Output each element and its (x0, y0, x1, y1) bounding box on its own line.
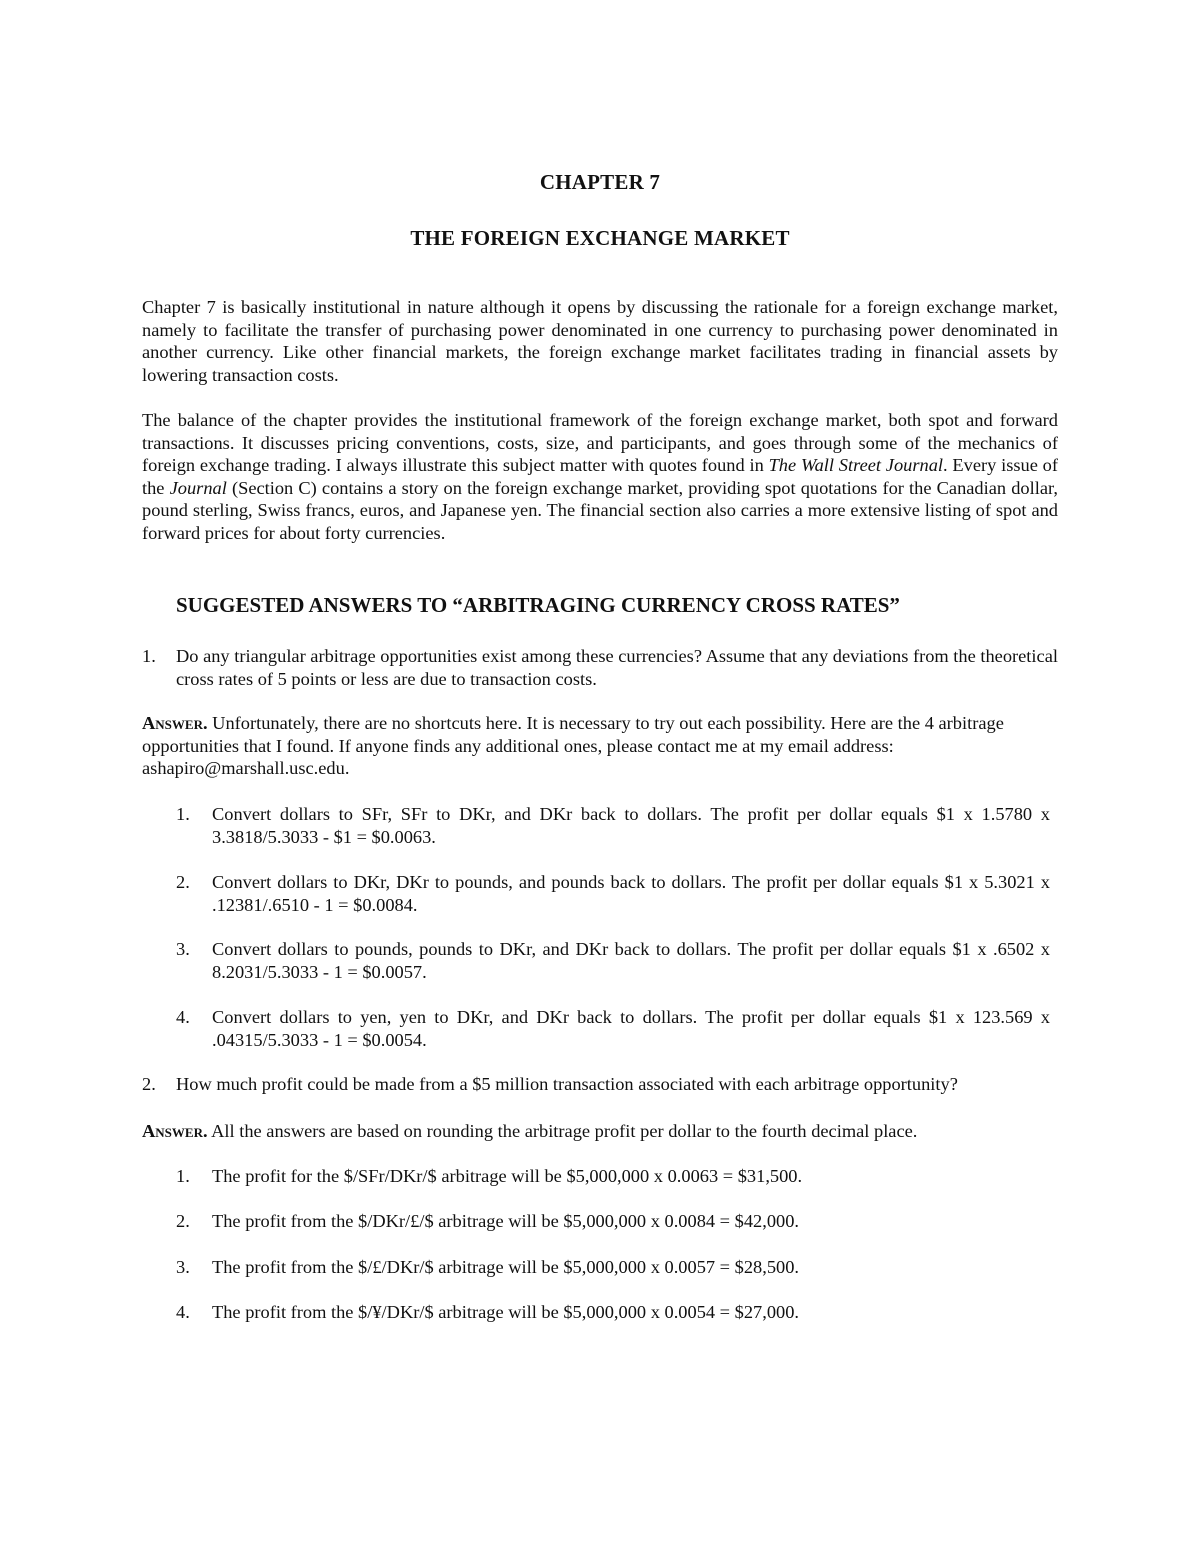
wsj-title: The Wall Street Journal (768, 455, 943, 476)
list-item-text: Convert dollars to SFr, SFr to DKr, and DKr back to dollars. The profit per dollar equals $1 x 1.5780 x 3.3818/5.3033 - $1 = $0.0063. (212, 804, 1050, 847)
list-item (176, 1210, 1050, 1233)
list-item-text: The profit from the $/£/DKr/$ arbitrage will be $5,000,000 x 0.0057 = $28,500. (212, 1257, 800, 1277)
question-text: How much profit could be made from a $5 million transaction associated with each arbitrage opportunity? (176, 1074, 958, 1094)
list-item (176, 871, 1050, 916)
question-2 (142, 1073, 1058, 1096)
intro-paragraph-2-text-b: . Every issue of the (142, 455, 1058, 498)
question-number: 2. (142, 1074, 156, 1094)
intro-paragraph-2-text-c: (Section C) contains a story on the foreign exchange market, providing spot quotations for the Canadian dollar, pound sterling, Swiss francs, euros, and Japanese yen. The financial section also carries a more extensive listing of spot and forward prices for about forty currencies. (142, 477, 1058, 543)
question-1 (142, 645, 1058, 690)
list-item-text: Convert dollars to yen, yen to DKr, and DKr back to dollars. The profit per dollar equals $1 x 123.569 x .04315/5.3033 - 1 = $0.0054. (212, 1007, 1050, 1050)
list-item (176, 1301, 1050, 1324)
answer-text: All the answers are based on rounding the arbitrage profit per dollar to the fourth decimal place. (207, 1121, 918, 1141)
list-item-text: Convert dollars to DKr, DKr to pounds, and pounds back to dollars. The profit per dollar equals $1 x 5.3021 x .12381/.6510 - 1 = $0.0084. (212, 872, 1050, 915)
list-item-number: 3. (176, 939, 190, 959)
list-item-number: 4. (176, 1302, 190, 1322)
list-item-text: The profit from the $/¥/DKr/$ arbitrage will be $5,000,000 x 0.0054 = $27,000. (212, 1302, 800, 1322)
question-text: Do any triangular arbitrage opportunities exist among these currencies? Assume that any deviations from the theoretical cross rates of 5 points or less are due to transaction costs. (176, 646, 1058, 689)
list-item-text: Convert dollars to pounds, pounds to DKr, and DKr back to dollars. The profit per dollar equals $1 x .6502 x 8.2031/5.3033 - 1 = $0.0057. (212, 939, 1050, 982)
list-item-number: 3. (176, 1257, 190, 1277)
list-item-number: 4. (176, 1007, 190, 1027)
answer-label: Answer. (142, 1121, 208, 1141)
list-item-text: The profit from the $/DKr/£/$ arbitrage will be $5,000,000 x 0.0084 = $42,000. (212, 1211, 800, 1231)
journal-title: Journal (169, 477, 227, 498)
intro-paragraph-1: Chapter 7 is basically institutional in nature although it opens by discussing the rationale for a foreign exchange market, namely to facilitate the transfer of purchasing power denominated in one currency to purchasing power denominated in another currency. Like other financial markets, the foreign exchange market facilitates trading in financial assets by lowering transaction costs. (142, 297, 1058, 385)
answer-text: Unfortunately, there are no shortcuts here. It is necessary to try out each possibility. Here are the 4 arbitrage opportunities that I found. If anyone finds any additional ones, please contact me at my email address: ashapiro@marshall.usc.edu. (142, 713, 1004, 779)
intro-paragraph-2 (142, 409, 1058, 545)
answer-1 (142, 712, 1058, 780)
list-item (176, 803, 1050, 848)
chapter-title: THE FOREIGN EXCHANGE MARKET (410, 226, 790, 250)
chapter-number: CHAPTER 7 (539, 170, 661, 194)
list-item-number: 1. (176, 1166, 190, 1186)
list-item-number: 2. (176, 1211, 190, 1231)
list-item-text: The profit for the $/SFr/DKr/$ arbitrage will be $5,000,000 x 0.0063 = $31,500. (212, 1166, 803, 1186)
question-number: 1. (142, 646, 156, 666)
list-item (176, 938, 1050, 983)
answer-2 (142, 1120, 1058, 1143)
list-item (176, 1165, 1050, 1188)
list-item-number: 1. (176, 804, 190, 824)
answer-label: Answer. (142, 713, 208, 733)
section-heading: SUGGESTED ANSWERS TO “ARBITRAGING CURRENCY CROSS RATES” (176, 593, 900, 617)
list-item (176, 1006, 1050, 1051)
intro-paragraph-2-text-a: The balance of the chapter provides the institutional framework of the foreign exchange market, both spot and forward transactions. It discusses pricing conventions, costs, size, and participants, and goes through some of the mechanics of foreign exchange trading. I always illustrate this subject matter with quotes found in (142, 410, 1058, 476)
list-item (176, 1256, 1050, 1279)
list-item-number: 2. (176, 872, 190, 892)
